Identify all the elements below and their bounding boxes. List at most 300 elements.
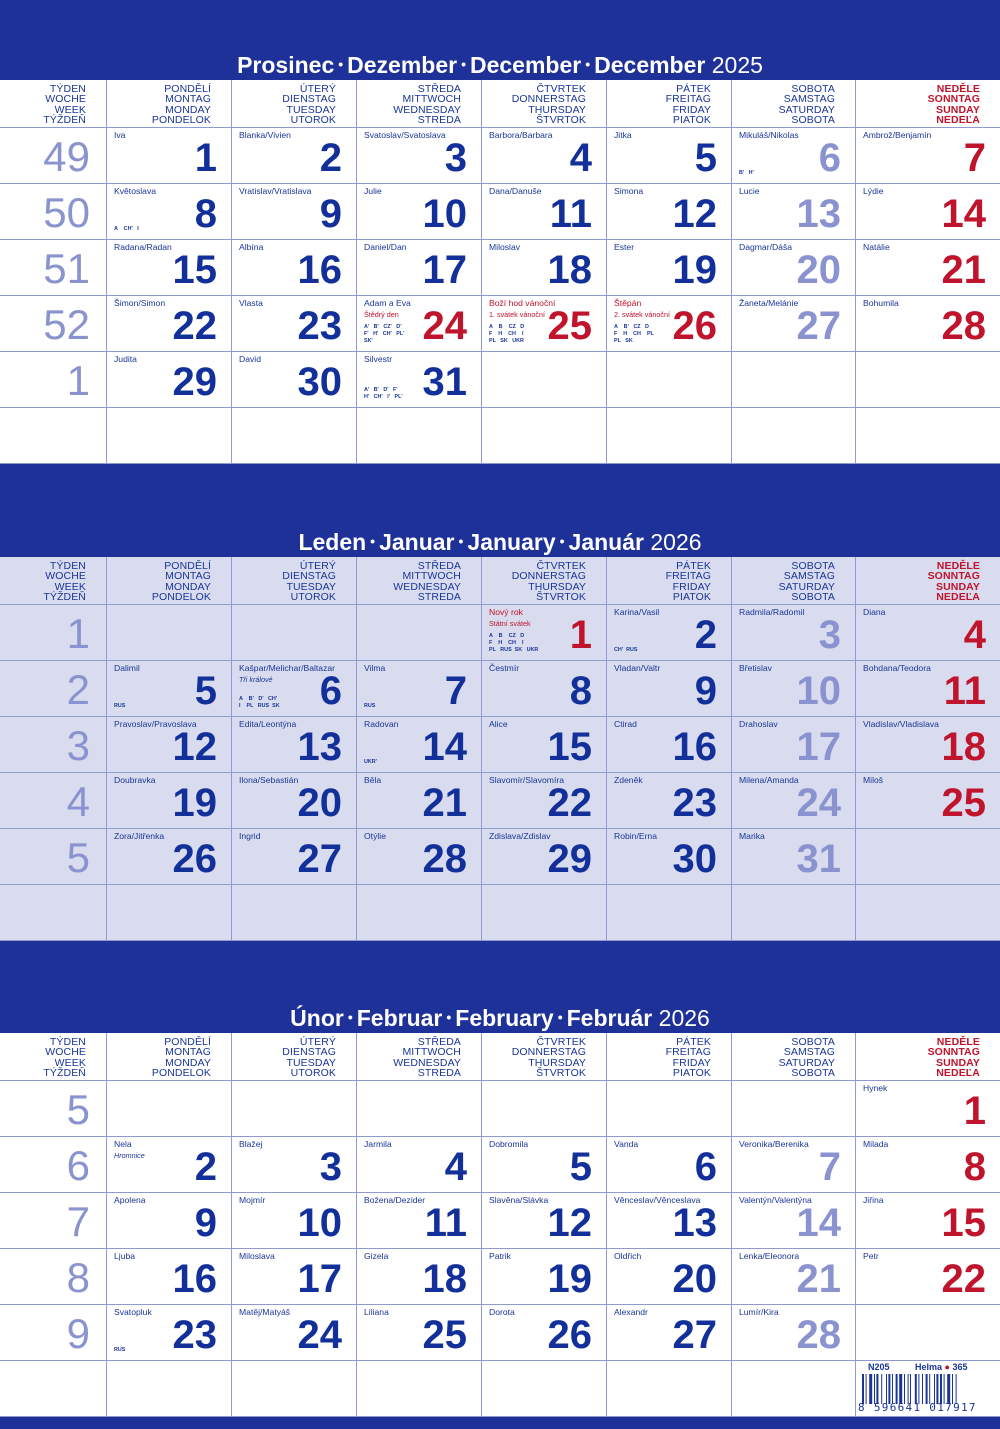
week-column-header: TÝDEN WOCHE WEEK TÝŽDEŇ [43, 83, 86, 127]
day-number: 20 [672, 1257, 717, 1301]
day-number: 14 [422, 725, 467, 769]
day-number: 4 [569, 136, 592, 180]
name-day: Marika [739, 831, 765, 841]
name-day: Dana/Danuše [489, 186, 542, 196]
day-cell[interactable] [356, 1192, 481, 1248]
day-cell[interactable] [231, 351, 356, 407]
barcode-bar [862, 1374, 864, 1404]
day-number: 17 [796, 725, 841, 769]
day-number: 26 [672, 304, 717, 348]
day-cell[interactable] [231, 1192, 356, 1248]
day-number: 23 [172, 1313, 217, 1357]
day-cell[interactable] [606, 1192, 731, 1248]
day-number: 23 [297, 304, 342, 348]
name-day: Věnceslav/Věnceslava [614, 1195, 701, 1205]
day-cell[interactable] [855, 772, 1000, 828]
day-cell[interactable] [106, 239, 231, 295]
day-cell[interactable] [481, 1136, 606, 1192]
day-cell[interactable] [231, 1304, 356, 1360]
day-cell[interactable] [481, 1304, 606, 1360]
barcode-bar [896, 1374, 898, 1404]
name-day: Otýlie [364, 831, 386, 841]
day-number: 10 [796, 669, 841, 713]
week-number: 51 [43, 245, 90, 292]
day-cell[interactable] [106, 1192, 231, 1248]
name-day: Svatopluk [114, 1307, 152, 1317]
barcode-bar [947, 1374, 950, 1404]
day-number: 20 [297, 781, 342, 825]
day-cell[interactable] [855, 660, 1000, 716]
name-day: Adam a Eva [364, 298, 411, 308]
name-day: Vladan/Valtr [614, 663, 661, 673]
barcode-bar [918, 1374, 919, 1404]
day-cell[interactable] [481, 716, 606, 772]
name-day: Ctirad [614, 719, 637, 729]
day-number: 1 [569, 613, 592, 657]
weekday-header: STŘEDA MITTWOCH WEDNESDAY STREDA [393, 560, 461, 604]
day-cell[interactable] [731, 1136, 855, 1192]
day-number: 13 [297, 725, 342, 769]
barcode-bar [866, 1374, 867, 1404]
day-cell[interactable] [106, 127, 231, 183]
week-number: 4 [66, 778, 90, 825]
barcode-bar [892, 1374, 893, 1404]
day-number: 11 [943, 669, 986, 713]
month-title [0, 1007, 1000, 1030]
day-cell[interactable] [231, 716, 356, 772]
day-cell[interactable] [731, 1192, 855, 1248]
name-day: Pravoslav/Pravoslava [114, 719, 197, 729]
grid-row-line [0, 407, 1000, 408]
day-number: 25 [941, 781, 986, 825]
day-cell[interactable] [855, 1080, 1000, 1136]
barcode-bar [934, 1374, 935, 1404]
barcode-bar [936, 1374, 938, 1404]
day-number: 26 [547, 1313, 592, 1357]
day-number: 20 [796, 248, 841, 292]
month-year: 2026 [652, 1005, 710, 1031]
holiday-country-codes: A' B' D' F' H' CH' I' PL' [364, 387, 403, 400]
day-number: 28 [422, 837, 467, 881]
weekday-header: STŘEDA MITTWOCH WEDNESDAY STREDA [393, 1036, 461, 1080]
day-cell[interactable] [106, 660, 231, 716]
holiday-country-codes: A B' CZ D F H CH PL PL SK [614, 324, 654, 344]
day-number: 18 [941, 725, 986, 769]
day-number: 14 [796, 1201, 841, 1245]
day-cell[interactable] [356, 660, 481, 716]
grid-row-line [0, 1416, 1000, 1417]
day-cell[interactable] [606, 239, 731, 295]
day-number: 19 [672, 248, 717, 292]
day-number: 23 [672, 781, 717, 825]
name-day: Silvestr [364, 354, 393, 364]
day-cell[interactable] [855, 1136, 1000, 1192]
month-name: Leden [298, 529, 367, 555]
day-number: 28 [796, 1313, 841, 1357]
name-day: Liliana [364, 1307, 389, 1317]
day-cell[interactable] [731, 660, 855, 716]
day-number: 16 [297, 248, 342, 292]
day-cell[interactable] [731, 604, 855, 660]
day-number: 16 [672, 725, 717, 769]
day-number: 27 [672, 1313, 717, 1357]
day-cell[interactable] [356, 1136, 481, 1192]
day-cell[interactable] [356, 772, 481, 828]
name-day: Božena/Dezider [364, 1195, 426, 1205]
name-day: Ljuba [114, 1251, 136, 1261]
holiday-country-codes: A CH' I [114, 226, 139, 232]
day-number: 11 [549, 192, 592, 236]
week-number: 50 [43, 189, 90, 236]
barcode-bar [908, 1374, 909, 1404]
day-number: 7 [963, 136, 986, 180]
day-cell[interactable] [481, 183, 606, 239]
day-cell[interactable] [356, 351, 481, 407]
day-cell[interactable] [356, 183, 481, 239]
day-cell[interactable] [731, 772, 855, 828]
name-day: Slavěna/Slávka [489, 1195, 549, 1205]
day-number: 14 [941, 192, 986, 236]
product-code: N205 [868, 1362, 890, 1372]
day-number: 15 [547, 725, 592, 769]
week-number: 1 [66, 610, 90, 657]
day-cell[interactable] [231, 1248, 356, 1304]
name-day: Bohdana/Teodora [863, 663, 931, 673]
brand-name: Helma [915, 1362, 943, 1372]
day-number: 3 [444, 136, 467, 180]
day-cell[interactable] [106, 183, 231, 239]
barcode-bar [910, 1374, 911, 1404]
day-cell[interactable] [606, 183, 731, 239]
holiday-note: Státní svátek [489, 619, 531, 628]
day-cell[interactable] [606, 716, 731, 772]
week-column-header: TÝDEN WOCHE WEEK TÝŽDEŇ [43, 560, 86, 604]
name-day: Daniel/Dan [364, 242, 407, 252]
day-number: 8 [963, 1145, 986, 1189]
day-cell[interactable] [356, 828, 481, 884]
day-number: 10 [297, 1201, 342, 1245]
barcode-bar [926, 1374, 928, 1404]
day-cell[interactable] [231, 772, 356, 828]
month-name: December [594, 52, 706, 78]
day-cell[interactable] [356, 1304, 481, 1360]
month-grid [0, 1033, 1000, 1416]
day-cell[interactable] [356, 716, 481, 772]
day-cell[interactable] [855, 716, 1000, 772]
name-day: Zdeněk [614, 775, 643, 785]
day-cell[interactable] [855, 239, 1000, 295]
day-number: 5 [694, 136, 717, 180]
day-cell[interactable] [231, 660, 356, 716]
day-cell[interactable] [731, 295, 855, 351]
day-cell[interactable] [855, 127, 1000, 183]
day-cell[interactable] [106, 1304, 231, 1360]
week-number: 49 [43, 133, 90, 180]
name-day: Bohumila [863, 298, 899, 308]
name-day: Lýdie [863, 186, 884, 196]
day-cell[interactable] [356, 1248, 481, 1304]
barcode-bar [952, 1374, 953, 1404]
barcode-bar [886, 1374, 887, 1404]
day-cell[interactable] [606, 127, 731, 183]
day-number: 15 [172, 248, 217, 292]
name-day: Radmila/Radomil [739, 607, 805, 617]
day-number: 2 [319, 136, 342, 180]
day-number: 29 [547, 837, 592, 881]
grid-row-line [0, 1080, 1000, 1081]
name-day: Milada [863, 1139, 889, 1149]
day-cell[interactable] [106, 351, 231, 407]
weekday-header: NEDĚLE SONNTAG SUNDAY NEDEĽA [927, 83, 980, 127]
name-day: Květoslava [114, 186, 157, 196]
day-number: 18 [422, 1257, 467, 1301]
day-cell[interactable] [356, 295, 481, 351]
name-day: Mojmír [239, 1195, 266, 1205]
name-day: Apolena [114, 1195, 146, 1205]
week-number: 2 [66, 666, 90, 713]
separator-dot: • [557, 1009, 563, 1025]
day-cell[interactable] [481, 772, 606, 828]
holiday-country-codes: A' B' CZ' D' F' H' CH' PL' SK' [364, 324, 405, 344]
name-day: Žaneta/Melánie [739, 298, 799, 308]
holiday-country-codes: RUS [114, 1347, 126, 1353]
day-cell[interactable] [855, 1248, 1000, 1304]
grid-row-line [0, 940, 1000, 941]
name-day: Běla [364, 775, 382, 785]
day-number: 1 [963, 1089, 986, 1133]
day-number: 24 [422, 304, 467, 348]
name-day: Ambrož/Benjamín [863, 130, 932, 140]
name-day: Iva [114, 130, 126, 140]
name-day: Veronika/Berenika [739, 1139, 809, 1149]
day-cell[interactable] [606, 1248, 731, 1304]
name-day: Karina/Vasil [614, 607, 660, 617]
name-day: Lumír/Kira [739, 1307, 779, 1317]
day-number: 9 [194, 1201, 217, 1245]
name-day: Blanka/Vivien [239, 130, 291, 140]
name-day: Drahoslav [739, 719, 778, 729]
name-day: Čestmír [489, 663, 520, 673]
day-number: 1 [194, 136, 217, 180]
day-number: 27 [796, 304, 841, 348]
separator-dot: • [446, 1009, 452, 1025]
day-number: 12 [672, 192, 717, 236]
name-day: Natálie [863, 242, 890, 252]
name-day: Ilona/Sebastián [239, 775, 299, 785]
barcode-bar [876, 1374, 878, 1404]
name-day: Julie [364, 186, 382, 196]
barcode-bar [956, 1374, 957, 1404]
day-number: 8 [569, 669, 592, 713]
separator-dot: • [370, 533, 376, 549]
weekday-header: ÚTERÝ DIENSTAG TUESDAY UTOROK [282, 560, 336, 604]
day-cell[interactable] [481, 660, 606, 716]
day-cell[interactable] [481, 1192, 606, 1248]
name-day: Boží hod vánoční [489, 298, 556, 308]
name-day: Patrik [489, 1251, 511, 1261]
name-day: Dorota [489, 1307, 515, 1317]
day-cell[interactable] [231, 1136, 356, 1192]
day-cell[interactable] [606, 828, 731, 884]
day-number: 22 [941, 1257, 986, 1301]
day-cell[interactable] [481, 1248, 606, 1304]
weekday-header: ÚTERÝ DIENSTAG TUESDAY UTOROK [282, 1036, 336, 1080]
name-day: Nela [114, 1139, 132, 1149]
barcode-bar [869, 1374, 872, 1404]
day-number: 15 [941, 1201, 986, 1245]
day-number: 5 [194, 669, 217, 713]
name-day: Edita/Leontýna [239, 719, 297, 729]
day-number: 2 [194, 1145, 217, 1189]
week-number: 9 [66, 1310, 90, 1357]
weekday-header: ČTVRTEK DONNERSTAG THURSDAY ŠTVRTOK [511, 83, 586, 127]
name-day: David [239, 354, 261, 364]
grid-row-line [0, 884, 1000, 885]
day-cell[interactable] [731, 1304, 855, 1360]
week-column-header: TÝDEN WOCHE WEEK TÝŽDEŇ [43, 1036, 86, 1080]
day-cell[interactable] [606, 1136, 731, 1192]
name-day: Doubravka [114, 775, 156, 785]
barcode-bar [904, 1374, 905, 1404]
day-number: 11 [424, 1201, 467, 1245]
day-number: 6 [818, 136, 841, 180]
month-name: Prosinec [237, 52, 335, 78]
month-name: January [467, 529, 556, 555]
name-day: Ingrid [239, 831, 261, 841]
day-cell[interactable] [106, 772, 231, 828]
day-cell[interactable] [231, 828, 356, 884]
barcode-bar [881, 1374, 882, 1404]
day-cell[interactable] [731, 828, 855, 884]
day-number: 16 [172, 1257, 217, 1301]
separator-dot: • [559, 533, 565, 549]
name-day: Miloslava [239, 1251, 275, 1261]
day-number: 17 [297, 1257, 342, 1301]
brand-logo [915, 1362, 967, 1372]
weekday-header: NEDĚLE SONNTAG SUNDAY NEDEĽA [927, 1036, 980, 1080]
day-cell[interactable] [731, 127, 855, 183]
month-name: Dezember [347, 52, 458, 78]
name-day: Vilma [364, 663, 386, 673]
day-cell[interactable] [231, 183, 356, 239]
day-cell[interactable] [606, 295, 731, 351]
holiday-country-codes: RUS [364, 703, 376, 709]
day-number: 29 [172, 360, 217, 404]
day-cell[interactable] [231, 295, 356, 351]
day-number: 7 [818, 1145, 841, 1189]
name-day: Nový rok [489, 607, 523, 617]
day-cell[interactable] [731, 239, 855, 295]
day-number: 10 [422, 192, 467, 236]
name-day: Dobromila [489, 1139, 529, 1149]
day-number: 19 [547, 1257, 592, 1301]
day-cell[interactable] [481, 295, 606, 351]
day-cell[interactable] [356, 127, 481, 183]
barcode-bar [922, 1374, 923, 1404]
separator-dot: • [585, 56, 591, 72]
weekday-header: SOBOTA SAMSTAG SATURDAY SOBOTA [778, 83, 835, 127]
day-cell[interactable] [231, 127, 356, 183]
day-cell[interactable] [731, 183, 855, 239]
name-day: Diana [863, 607, 886, 617]
day-number: 9 [319, 192, 342, 236]
month-year: 2026 [643, 529, 702, 555]
day-number: 24 [796, 781, 841, 825]
holiday-country-codes: A B CZ D F H CH I PL RUS SK UKR [489, 633, 539, 653]
month-title [0, 54, 1000, 77]
day-cell[interactable] [481, 828, 606, 884]
name-day: Judita [114, 354, 137, 364]
day-cell[interactable] [731, 1248, 855, 1304]
name-day: Miloslav [489, 242, 521, 252]
weekday-header: PONDĚLÍ MONTAG MONDAY PONDELOK [151, 560, 211, 604]
name-day: Zdislava/Zdislav [489, 831, 551, 841]
name-day: Vratislav/Vratislava [239, 186, 312, 196]
day-cell[interactable] [855, 295, 1000, 351]
day-number: 4 [963, 613, 986, 657]
day-number: 12 [172, 725, 217, 769]
holiday-note: Hromnice [114, 1151, 145, 1160]
barcode-bar [899, 1374, 902, 1404]
separator-dot: • [347, 1009, 353, 1025]
day-cell[interactable] [855, 183, 1000, 239]
day-cell[interactable] [106, 828, 231, 884]
week-number: 5 [66, 1086, 90, 1133]
day-cell[interactable] [731, 716, 855, 772]
name-day: Valentýn/Valentýna [739, 1195, 812, 1205]
day-cell[interactable] [106, 1136, 231, 1192]
day-number: 26 [172, 837, 217, 881]
day-cell[interactable] [855, 1192, 1000, 1248]
day-cell[interactable] [481, 127, 606, 183]
day-cell[interactable] [606, 604, 731, 660]
day-cell[interactable] [106, 295, 231, 351]
name-day: Blažej [239, 1139, 263, 1149]
day-number: 3 [319, 1145, 342, 1189]
weekday-header: PONDĚLÍ MONTAG MONDAY PONDELOK [151, 83, 211, 127]
day-cell[interactable] [481, 604, 606, 660]
month-grid [0, 557, 1000, 940]
day-cell[interactable] [606, 772, 731, 828]
day-cell[interactable] [231, 239, 356, 295]
day-cell[interactable] [855, 604, 1000, 660]
day-number: 24 [297, 1313, 342, 1357]
name-day: Alice [489, 719, 508, 729]
holiday-country-codes: A B CZ D F H CH I PL SK UKR [489, 324, 525, 344]
day-cell[interactable] [356, 239, 481, 295]
brand-mark-icon: ● [942, 1362, 953, 1372]
name-day: Kašpar/Melichar/Baltazar [239, 663, 336, 673]
name-day: Lucie [739, 186, 760, 196]
month-name: Februar [356, 1005, 443, 1031]
name-day: Miloš [863, 775, 884, 785]
day-cell[interactable] [106, 716, 231, 772]
day-number: 6 [319, 669, 342, 713]
day-cell[interactable] [606, 660, 731, 716]
holiday-note: Tři králové [239, 675, 273, 684]
day-cell[interactable] [106, 1248, 231, 1304]
day-cell[interactable] [481, 239, 606, 295]
day-cell[interactable] [606, 1304, 731, 1360]
name-day: Hynek [863, 1083, 888, 1093]
day-number: 2 [694, 613, 717, 657]
weekday-header: PÁTEK FREITAG FRIDAY PIATOK [665, 83, 711, 127]
holiday-country-codes: A B' D' CH' I PL RUS SK [239, 696, 280, 709]
separator-dot: • [461, 56, 466, 72]
day-number: 3 [818, 613, 841, 657]
day-number: 22 [172, 304, 217, 348]
day-number: 30 [297, 360, 342, 404]
